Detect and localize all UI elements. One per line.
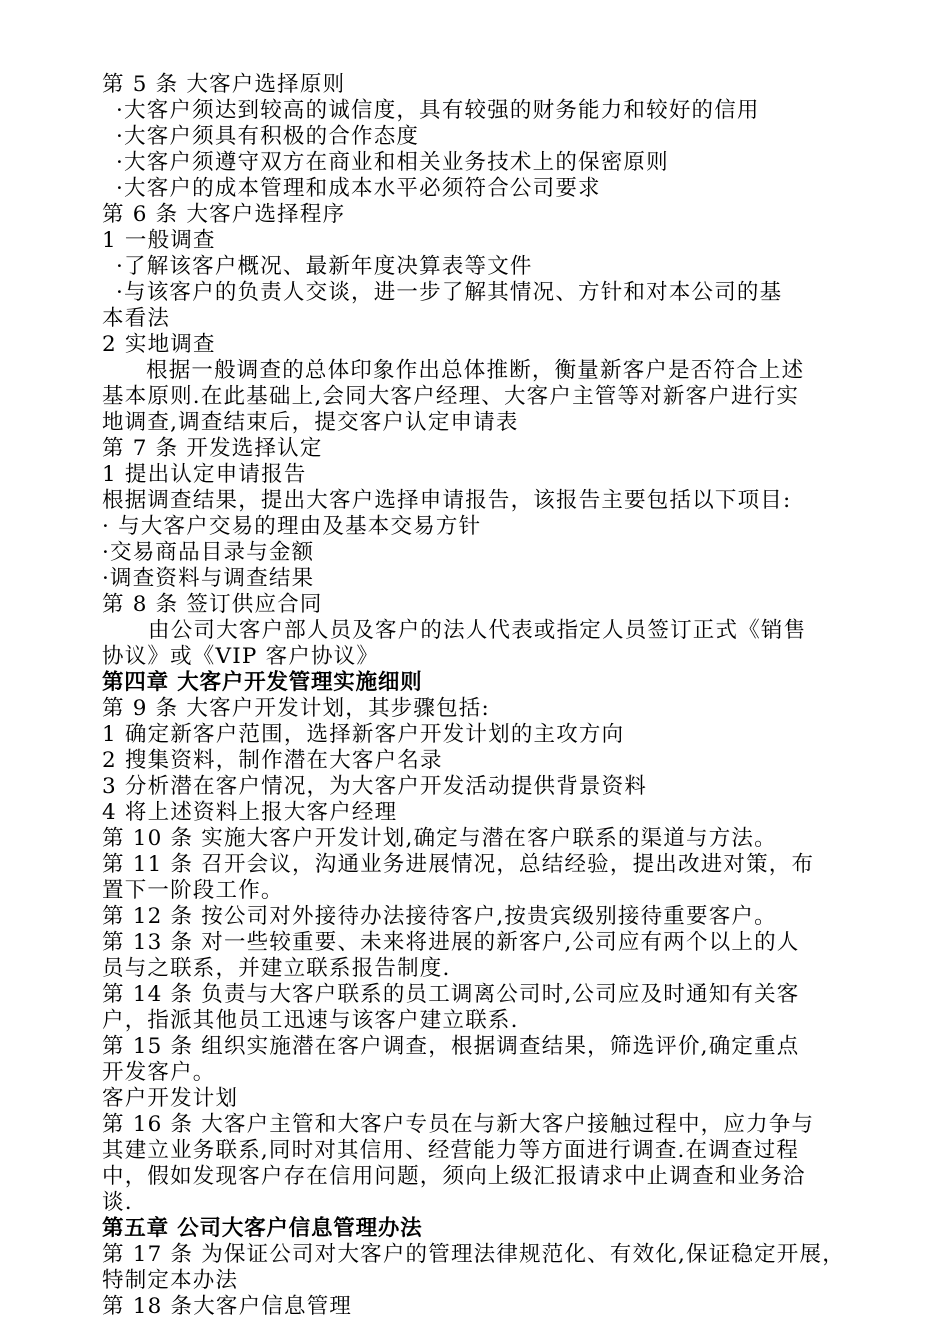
article-14: 第 14 条 负责与大客户联系的员工调离公司时,公司应及时通知有关客 xyxy=(102,982,800,1007)
article-6-heading: 第 6 条 大客户选择程序 xyxy=(102,202,346,227)
paragraph-line: 地调查,调查结束后，提交客户认定申请表 xyxy=(102,410,519,435)
article-17: 第 17 条 为保证公司对大客户的管理法律规范化、有效化,保证稳定开展， xyxy=(102,1242,845,1267)
list-item: 4 将上述资料上报大客户经理 xyxy=(102,800,398,825)
paragraph-line: 基本原则.在此基础上,会同大客户经理、大客户主管等对新客户进行实 xyxy=(102,384,800,409)
chapter-4-heading: 第四章 大客户开发管理实施细则 xyxy=(102,670,423,695)
article-5-heading: 第 5 条 大客户选择原则 xyxy=(102,72,346,97)
list-item: ·大客户须具有积极的合作态度 xyxy=(116,124,420,149)
paragraph-line: 协议》或《VIP 客户协议》 xyxy=(102,644,380,669)
paragraph-line: 其建立业务联系,同时对其信用、经营能力等方面进行调查.在调查过程 xyxy=(102,1138,800,1163)
article-10: 第 10 条 实施大客户开发计划,确定与潜在客户联系的渠道与方法。 xyxy=(102,826,777,851)
paragraph-line: 员与之联系，并建立联系报告制度. xyxy=(102,956,451,981)
article-7-heading: 第 7 条 开发选择认定 xyxy=(102,436,323,461)
article-11: 第 11 条 召开会议，沟通业务进展情况，总结经验，提出改进对策，布 xyxy=(102,852,815,877)
list-item: ·大客户的成本管理和成本水平必须符合公司要求 xyxy=(116,176,601,201)
subsection-heading: 1 一般调查 xyxy=(102,228,216,253)
paragraph-line: 根据调查结果，提出大客户选择申请报告，该报告主要包括以下项目: xyxy=(102,488,792,513)
article-16: 第 16 条 大客户主管和大客户专员在与新大客户接触过程中，应力争与 xyxy=(102,1112,815,1137)
list-item: 2 搜集资料，制作潜在大客户名录 xyxy=(102,748,443,773)
paragraph-line: 户，指派其他员工迅速与该客户建立联系. xyxy=(102,1008,519,1033)
article-8-heading: 第 8 条 签订供应合同 xyxy=(102,592,323,617)
list-item: ·与该客户的负责人交谈，进一步了解其情况、方针和对本公司的基 xyxy=(116,280,783,305)
list-item: ·交易商品目录与金额 xyxy=(102,540,315,565)
list-item: 1 确定新客户范围，选择新客户开发计划的主攻方向 xyxy=(102,722,625,747)
article-18-heading: 第 18 条大客户信息管理 xyxy=(102,1294,353,1319)
subsection-heading: 2 实地调查 xyxy=(102,332,216,357)
paragraph-line: 根据一般调查的总体印象作出总体推断，衡量新客户是否符合上述 xyxy=(146,358,805,383)
paragraph-line: 由公司大客户部人员及客户的法人代表或指定人员签订正式《销售 xyxy=(148,618,807,643)
list-item: ·调查资料与调查结果 xyxy=(102,566,315,591)
article-12: 第 12 条 按公司对外接待办法接待客户,按贵宾级别接待重要客户。 xyxy=(102,904,777,929)
list-item: ·大客户须遵守双方在商业和相关业务技术上的保密原则 xyxy=(116,150,669,175)
text-line: 本看法 xyxy=(102,306,171,331)
paragraph-line: 中，假如发现客户存在信用问题，须向上级汇报请求中止调查和业务洽 xyxy=(102,1164,806,1189)
paragraph-line: 特制定本办法 xyxy=(102,1268,239,1293)
section-label: 客户开发计划 xyxy=(102,1086,239,1111)
paragraph-line: 谈. xyxy=(102,1190,133,1215)
list-item: ·大客户须达到较高的诚信度，具有较强的财务能力和较好的信用 xyxy=(116,98,760,123)
article-9-heading: 第 9 条 大客户开发计划，其步骤包括: xyxy=(102,696,490,721)
paragraph-line: 置下一阶段工作。 xyxy=(102,878,284,903)
list-item: · 与大客户交易的理由及基本交易方针 xyxy=(102,514,482,539)
article-13: 第 13 条 对一些较重要、未来将进展的新客户,公司应有两个以上的人 xyxy=(102,930,800,955)
article-15: 第 15 条 组织实施潜在客户调查，根据调查结果，筛选评价,确定重点 xyxy=(102,1034,800,1059)
list-item: 3 分析潜在客户情况，为大客户开发活动提供背景资料 xyxy=(102,774,648,799)
list-item: ·了解该客户概况、最新年度决算表等文件 xyxy=(116,254,533,279)
paragraph-line: 开发客户。 xyxy=(102,1060,216,1085)
subsection-heading: 1 提出认定申请报告 xyxy=(102,462,307,487)
document-body xyxy=(102,72,852,1320)
chapter-5-heading: 第五章 公司大客户信息管理办法 xyxy=(102,1216,423,1241)
